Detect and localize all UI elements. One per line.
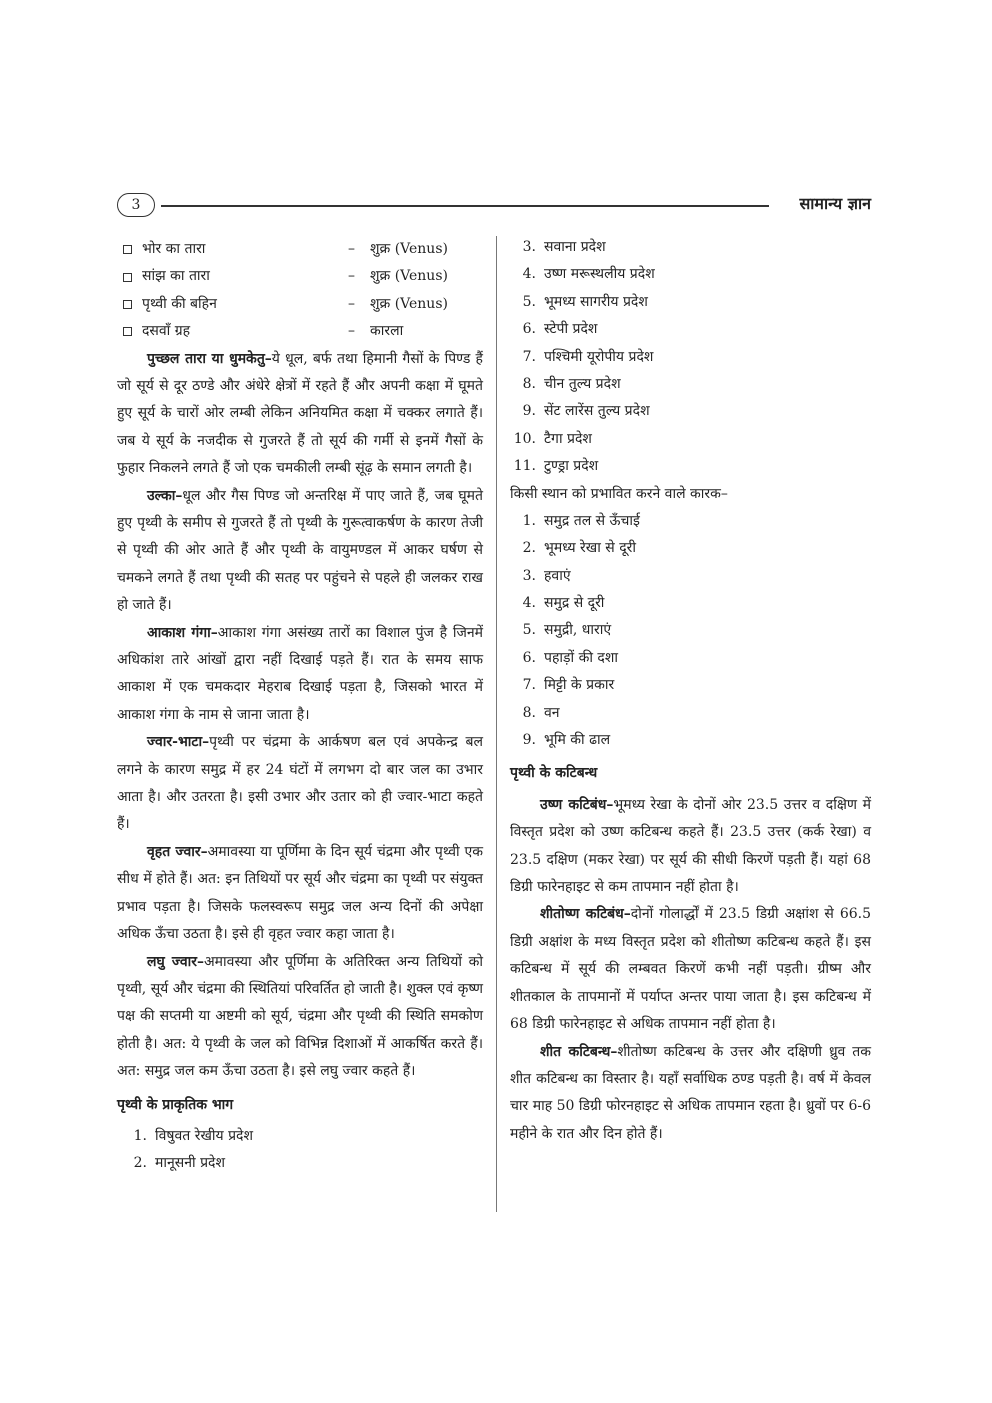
torrid-zone-term: उष्ण कटिबंध–: [540, 796, 614, 813]
term-value: शुक्र (Venus): [370, 241, 448, 257]
term-name: पृथ्वी की बहिन: [142, 295, 217, 312]
item-text: सवाना प्रदेश: [544, 239, 606, 255]
milky-way-paragraph: [117, 620, 483, 730]
term-row: [117, 263, 483, 290]
item-text: चीन तुल्य प्रदेश: [544, 375, 621, 392]
list-item: [117, 1150, 483, 1177]
running-title: सामान्य ज्ञान: [799, 194, 871, 213]
term-dash: –: [348, 323, 355, 340]
item-number: 7.: [522, 348, 536, 365]
list-item: [510, 700, 871, 727]
item-number: 7.: [522, 677, 536, 694]
list-item: [510, 508, 871, 535]
item-number: 8.: [522, 704, 536, 721]
meteor-paragraph: [117, 483, 483, 620]
term-name: दसवाँ ग्रह: [142, 323, 191, 340]
frigid-zone-paragraph: [510, 1039, 871, 1149]
list-item: [510, 590, 871, 617]
meteor-term: उल्का–: [147, 487, 183, 504]
temperate-zone-term: शीतोष्ण कटिबंध–: [540, 906, 631, 923]
item-number: 3.: [522, 567, 536, 584]
list-item: [510, 289, 871, 316]
item-text: भूमि की ढाल: [544, 732, 611, 749]
item-number: 10.: [513, 430, 536, 447]
tide-text: पृथ्वी पर चंद्रमा के आर्कषण बल एवं अपकेन्द्र बल लगने के कारण समुद्र में हर 24 घंटों में लगभग दो बार जल का उभार आता है। और उतरता है। इसी उभार और उतार को ही ज्वार-भाटा कहते हैं।: [117, 734, 483, 833]
milky-way-text: आकाश गंगा असंख्य तारों का विशाल पुंज है जिनमें अधिकांश तारे आंखों द्वारा नहीं दिखाई पड़ते हैं। रात के समय साफ आकाश में एक चमकदार मेहराब दिखाई पड़ता है, जिसको भारत में आकाश गंगा के नाम से जाना जाता है।: [117, 624, 483, 723]
checkbox-icon: [123, 327, 132, 336]
item-text: सेंट लारेंस तुल्य प्रदेश: [544, 403, 650, 420]
page-header: [117, 193, 871, 219]
term-row: [117, 291, 483, 318]
item-text: मानूसनी प्रदेश: [155, 1155, 225, 1172]
term-dash: –: [348, 241, 355, 257]
list-item: [510, 261, 871, 288]
spring-tide-text: अमावस्या या पूर्णिमा के दिन सूर्य चंद्रमा और पृथ्वी एक सीध में होते हैं। अत: इन तिथियों पर सूर्य और चंद्रमा का पृथ्वी पर संयुक्त प्रभाव पड़ता है। जिसके फलस्वरूप समुद्र जल अन्य दिनों की अपेक्षा अधिक ऊँचा उठता है। इसे ही वृहत ज्वार कहा जाता है।: [117, 843, 484, 943]
neap-tide-paragraph: [117, 949, 483, 1086]
item-text: समुद्र से दूरी: [544, 595, 605, 612]
item-number: 8.: [522, 375, 536, 392]
term-value: कारला: [370, 323, 404, 340]
list-item: [510, 371, 871, 398]
checkbox-icon: [123, 245, 132, 254]
comet-paragraph: [117, 346, 483, 483]
item-number: 9.: [522, 403, 536, 420]
term-dash: –: [348, 295, 355, 312]
item-number: 6.: [522, 649, 536, 666]
item-number: 4.: [522, 266, 536, 283]
list-item: [510, 535, 871, 562]
list-item: [510, 398, 871, 425]
neap-tide-term: लघु ज्वार–: [147, 953, 204, 970]
item-text: समुद्र तल से ऊँचाई: [544, 512, 640, 529]
temperate-zone-text: दोनों गोलार्द्धों में 23.5 डिग्री अक्षांश से 66.5 डिग्री अक्षांश के मध्य विस्तृत प्रदेश को शीतोष्ण कटिबन्ध कहते हैं। इस कटिबन्ध में सूर्य की लम्बवत किरणें कभी नहीं पड़ती। ग्रीष्म और शीतकाल के तापमानों में पर्याप्त अन्तर पाया जाता है। इस कटिबन्ध में 68 डिग्री फारेनहाइट से अधिक तापमान नहीं होता है।: [510, 906, 871, 1033]
term-dash: –: [348, 268, 355, 285]
list-item: [510, 727, 871, 754]
item-text: स्टेपी प्रदेश: [544, 321, 598, 338]
item-number: 2.: [522, 540, 536, 557]
frigid-zone-text: शीतोष्ण कटिबन्ध के उत्तर और दक्षिणी ध्रुव तक शीत कटिबन्ध का विस्तार है। यहाँ सर्वाधिक ठण्ड पड़ती है। वर्ष में केवल चार माह 50 डिग्री फोरनहाइट से अधिक तापमान रहता है। ध्रुवों पर 6-6 महीने के रात और दिन होते हैं।: [510, 1043, 871, 1142]
list-item: [510, 645, 871, 672]
item-text: वन: [544, 704, 560, 721]
header-rule: [161, 205, 769, 207]
milky-way-term: आकाश गंगा–: [147, 624, 218, 641]
factors-list: [510, 508, 871, 755]
term-value: शुक्र (Venus): [370, 295, 448, 312]
list-item: [510, 426, 871, 453]
item-text: उष्ण मरूस्थलीय प्रदेश: [544, 266, 655, 283]
torrid-zone-paragraph: [510, 792, 871, 902]
item-number: 9.: [522, 732, 536, 749]
list-item: [510, 563, 871, 590]
list-item: [510, 344, 871, 371]
term-row: [117, 318, 483, 345]
item-number: 11.: [513, 458, 536, 475]
temperate-zone-paragraph: [510, 901, 871, 1038]
list-item: [510, 672, 871, 699]
term-value: शुक्र (Venus): [370, 268, 448, 285]
list-item: [117, 1123, 483, 1150]
spring-tide-term: वृहत ज्वार–: [147, 843, 208, 860]
item-number: 1.: [133, 1127, 147, 1144]
item-text: भूमध्य सागरीय प्रदेश: [544, 293, 648, 310]
item-number: 6.: [522, 321, 536, 338]
meteor-text: धूल और गैस पिण्ड जो अन्तरिक्ष में पाए जाते हैं, जब घूमते हुए पृथ्वी के समीप से गुजरते हैं तो पृथ्वी के गुरूत्वाकर्षण के कारण तेजी से पृथ्वी की ओर आते हैं और पृथ्वी के वायुमण्डल में आकर घर्षण से चमकने लगते हैं तथा पृथ्वी की सतह पर पहुंचने से पहले ही जलकर राख हो जाते हैं।: [117, 487, 483, 614]
item-text: पहाड़ों की दशा: [544, 649, 618, 666]
column-divider: [496, 236, 497, 1212]
factors-intro: किसी स्थान को प्रभावित करने वाले कारक–: [510, 485, 728, 502]
checkbox-icon: [123, 300, 132, 309]
spring-tide-paragraph: [117, 839, 483, 949]
natural-regions-list-continued: [510, 234, 871, 481]
left-column: [117, 236, 483, 1178]
right-column: [510, 236, 871, 1148]
item-text: पश्चिमी यूरोपीय प्रदेश: [544, 348, 654, 365]
item-number: 5.: [522, 293, 536, 310]
checkbox-icon: [123, 273, 132, 282]
list-item: [510, 617, 871, 644]
list-item: [510, 453, 871, 480]
item-text: भूमध्य रेखा से दूरी: [544, 540, 637, 557]
comet-text: ये धूल, बर्फ तथा हिमानी गैसों के पिण्ड हैं जो सूर्य से दूर ठण्डे और अंधेरे क्षेत्रों में रहते हैं और अपनी कक्षा में घूमते हुए सूर्य के चारों ओर लम्बी लेकिन अनियमित कक्षा में चक्कर लगाते हैं। जब ये सूर्य के नजदीक से गुजरते हैं तो सूर्य की गर्मी से इनमें गैसों के फुहार निकलने लगते हैं जो एक चमकीली लम्बी सूंढ़ के समान लगती है।: [117, 350, 483, 477]
item-text: मिट्टी के प्रकार: [544, 677, 615, 694]
torrid-zone-text: भूमध्य रेखा के दोनों ओर 23.5 उत्तर व दक्षिण में विस्तृत प्रदेश को उष्ण कटिबन्ध कहते हैं। 23.5 उत्तर (कर्क रेखा) व 23.5 दक्षिण (मकर रेखा) पर सूर्य की सीधी किरणें पड़ती हैं। यहां 68 डिग्री फारेनहाइट से कम तापमान नहीं होता है।: [510, 796, 871, 896]
list-item: [510, 234, 871, 261]
term-name: भोर का तारा: [142, 241, 206, 257]
item-number: 1.: [522, 512, 536, 529]
item-text: टुण्ड्रा प्रदेश: [544, 458, 599, 475]
item-number: 3.: [522, 239, 536, 255]
item-text: टैगा प्रदेश: [544, 430, 592, 447]
term-row: [117, 236, 483, 263]
comet-term: पुच्छल तारा या धुमकेतु–: [147, 350, 272, 367]
list-item: [510, 316, 871, 343]
tide-term: ज्वार-भाटा–: [147, 734, 210, 751]
natural-regions-list: [117, 1123, 483, 1178]
item-number: 4.: [522, 595, 536, 612]
item-number: 5.: [522, 622, 536, 639]
frigid-zone-term: शीत कटिबन्ध–: [540, 1043, 618, 1060]
item-text: हवाएं: [544, 567, 571, 584]
heat-zones-heading: पृथ्वी के कटिबन्ध: [510, 765, 598, 782]
page-number: 3: [117, 193, 155, 217]
natural-regions-heading: पृथ्वी के प्राकृतिक भाग: [117, 1096, 234, 1113]
tide-paragraph: [117, 729, 483, 839]
item-number: 2.: [133, 1155, 147, 1172]
item-text: विषुवत रेखीय प्रदेश: [155, 1127, 254, 1144]
term-name: सांझ का तारा: [142, 268, 210, 285]
neap-tide-text: अमावस्या और पूर्णिमा के अतिरिक्त अन्य तिथियों को पृथ्वी, सूर्य और चंद्रमा की स्थितियां परिवर्तित हो जाती है। शुक्ल एवं कृष्ण पक्ष की सप्तमी या अष्टमी को सूर्य, चंद्रमा और पृथ्वी की स्थिति समकोण होती है। अत: ये पृथ्वी के जल को विभिन्न दिशाओं में आकर्षित करते हैं। अत: समुद्र जल कम ऊँचा उठता है। इसे लघु ज्वार कहते हैं।: [117, 953, 483, 1080]
item-text: समुद्री, धाराएं: [544, 622, 612, 639]
